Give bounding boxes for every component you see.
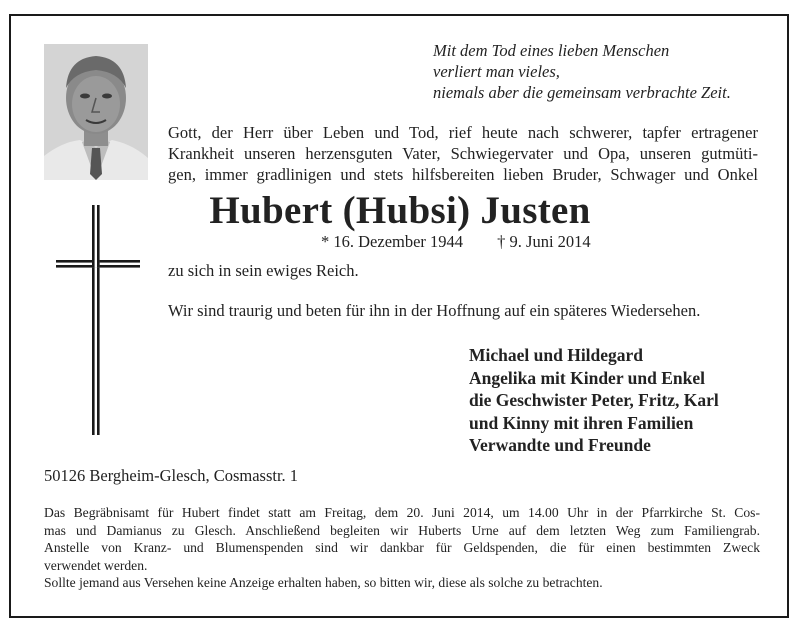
note-line: Sollte jemand aus Versehen keine Anzeige erhalten haben, so bitten wir, diese als solche zu betrachten. — [44, 575, 603, 590]
mourner-line: Verwandte und Freunde — [469, 435, 651, 455]
life-dates — [321, 232, 591, 252]
note-line: verwendet werden. — [44, 557, 148, 573]
family-address: 50126 Bergheim-Glesch, Cosmasstr. 1 — [44, 466, 299, 485]
note-line: Anstelle von Kranz- und Blumenspenden sind wir dankbar für Geldspenden, die für einen bestimmten Zweck — [44, 540, 760, 555]
portrait-photo — [44, 44, 148, 180]
motto-line: verliert man vieles, — [433, 62, 560, 81]
motto-quote — [433, 40, 731, 103]
birth-date: * 16. Dezember 1944 — [321, 232, 464, 251]
intro-line: Gott, der Herr über Leben und Tod, rief heute nach schwerer, tapfer ertragener — [168, 123, 758, 142]
closing-line: zu sich in sein ewiges Reich. — [168, 261, 359, 280]
death-date: † 9. Juni 2014 — [497, 232, 591, 251]
deceased-name: Hubert (Hubsi) Justen — [209, 189, 591, 232]
mourner-line: Michael und Hildegard — [469, 345, 644, 365]
note-line: Das Begräbnisamt für Hubert findet statt am Freitag, dem 20. Juni 2014, um 14.00 Uhr in der Pfarrkirche St. Cos- — [44, 505, 760, 520]
intro-line: Krankheit unseren herzensguten Vater, Schwiegervater und Opa, unseren gutmüti- — [168, 144, 758, 163]
motto-line: niemals aber die gemeinsam verbrachte Zeit. — [433, 83, 731, 102]
cross-icon — [56, 205, 140, 435]
intro-paragraph — [168, 122, 758, 185]
hope-line: Wir sind traurig und beten für ihn in der Hoffnung auf ein späteres Wiedersehen. — [168, 301, 701, 320]
mourners-list — [469, 344, 719, 457]
funeral-notes — [44, 504, 760, 592]
mourner-line: Angelika mit Kinder und Enkel — [469, 367, 705, 388]
mourner-line: und Kinny mit ihren Familien — [469, 412, 694, 433]
motto-line: Mit dem Tod eines lieben Menschen — [433, 41, 670, 60]
note-line: mas und Damianus zu Glesch. Anschließend begleiten wir Huberts Urne auf dem letzten Weg zum Familiengrab. — [44, 522, 760, 538]
intro-line: gen, immer gradlinigen und stets hilfsbereiten lieben Bruder, Schwager und Onkel — [168, 165, 758, 184]
mourner-line: die Geschwister Peter, Fritz, Karl — [469, 390, 719, 410]
